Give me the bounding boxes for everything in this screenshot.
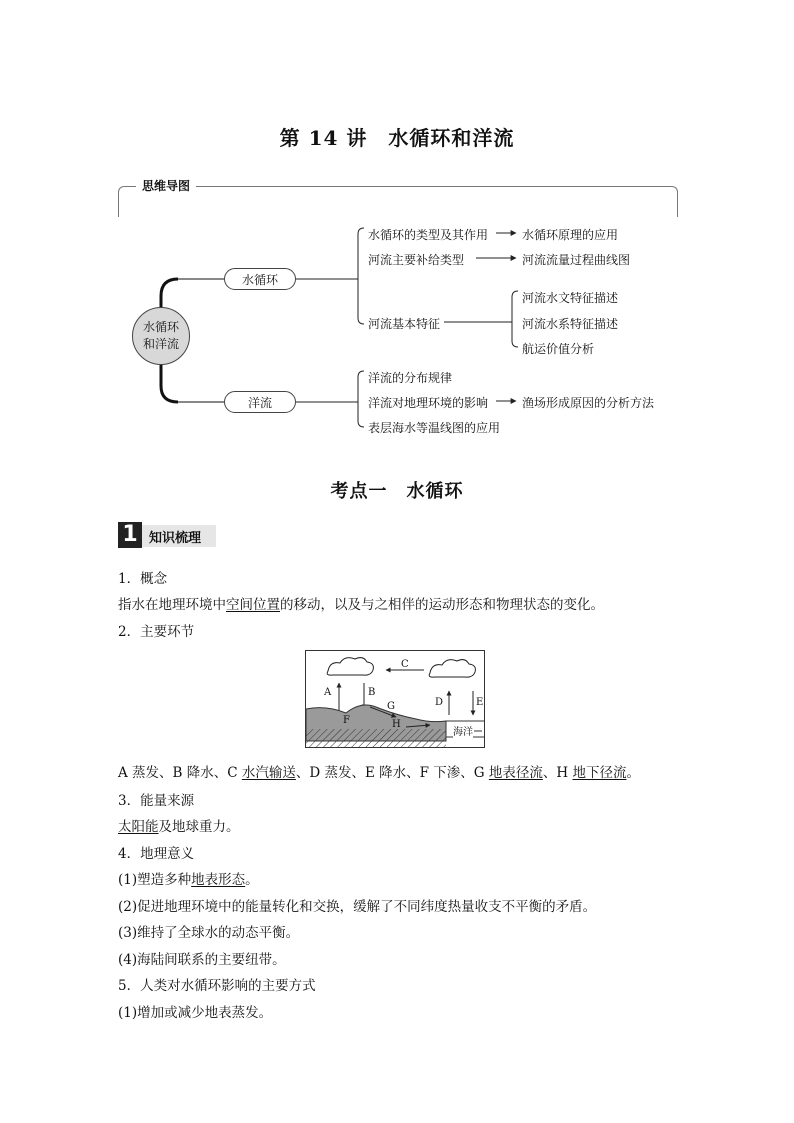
oc-item-influence: 洋流对地理环境的影响 <box>368 396 489 410</box>
river-feature-hydrology: 河流水文特征描述 <box>522 291 619 305</box>
heading-main-links: 2．主要环节 <box>118 624 195 640</box>
significance-1-b: 。 <box>245 872 259 888</box>
paragraph-concept <box>118 593 604 613</box>
diagram-label-h: H <box>392 719 401 730</box>
heading-human-impact: 5．人类对水循环影响的主要方式 <box>118 978 316 994</box>
oc-item-isotherm: 表层海水等温线图的应用 <box>368 421 501 435</box>
energy-underline: 太阳能 <box>118 819 159 835</box>
significance-1 <box>118 868 259 888</box>
links-text-a: A 蒸发、B 降水、C <box>118 765 242 781</box>
mindmap-label: 思维导图 <box>136 177 196 194</box>
diagram-label-b: B <box>368 687 376 698</box>
section-title: 考点一 水循环 <box>330 481 464 502</box>
heading-significance: 4．地理意义 <box>118 846 195 862</box>
significance-1-underline: 地表形态 <box>191 872 246 888</box>
wc-target-flow-curve: 河流流量过程曲线图 <box>522 253 631 267</box>
knowledge-badge-label: 知识梳理 <box>149 531 202 546</box>
diagram-label-a: A <box>324 687 332 698</box>
significance-3: (3)维持了全球水的动态平衡。 <box>118 925 300 941</box>
wc-item-features: 河流基本特征 <box>368 317 441 331</box>
heading-energy: 3．能量来源 <box>118 793 195 809</box>
water-cycle-diagram <box>305 650 485 748</box>
branch-water-cycle: 水循环 <box>224 268 296 290</box>
links-underline-3: 地下径流 <box>572 765 627 781</box>
concept-underline: 空间位置 <box>226 597 280 613</box>
concept-text-b: 的移动，以及与之相伴的运动形态和物理状态的变化。 <box>280 597 604 613</box>
paragraph-links <box>118 761 640 781</box>
heading-concept: 1．概念 <box>118 571 168 587</box>
links-text-d: 。 <box>626 765 640 781</box>
links-underline-1: 水汽输送 <box>241 765 296 781</box>
significance-1-a: (1)塑造多种 <box>118 872 192 888</box>
mindmap-center-line2: 和洋流 <box>142 337 179 351</box>
wc-item-recharge: 河流主要补给类型 <box>368 253 465 267</box>
energy-text: 及地球重力。 <box>158 819 240 835</box>
links-text-c: 、H <box>542 765 573 781</box>
mindmap-center-line1: 水循环 <box>142 320 179 334</box>
oc-item-distribution: 洋流的分布规律 <box>368 371 453 385</box>
diagram-label-f: F <box>343 715 350 726</box>
links-text-b: 、D 蒸发、E 降水、F 下渗、G <box>295 765 489 781</box>
diagram-label-g: G <box>387 701 395 712</box>
diagram-label-d: D <box>435 697 444 708</box>
knowledge-badge-number: 1 <box>118 522 142 548</box>
diagram-label-sea: 海洋 <box>453 723 473 738</box>
river-feature-navigation: 航运价值分析 <box>522 342 595 356</box>
paragraph-energy <box>118 815 240 835</box>
diagram-label-e: E <box>476 697 484 708</box>
oc-target-fishery: 渔场形成原因的分析方法 <box>522 396 655 410</box>
branch-ocean-current: 洋流 <box>224 391 296 413</box>
human-impact-1: (1)增加或减少地表蒸发。 <box>118 1005 273 1021</box>
wc-target-application: 水循环原理的应用 <box>522 228 619 242</box>
mindmap-center <box>132 307 190 365</box>
river-feature-system: 河流水系特征描述 <box>522 317 619 331</box>
links-underline-2: 地表径流 <box>488 765 543 781</box>
page-title: 第 14 讲 水循环和洋流 <box>279 126 515 150</box>
concept-text-a: 指水在地理环境中 <box>118 597 226 613</box>
wc-item-types: 水循环的类型及其作用 <box>368 228 489 242</box>
significance-4: (4)海陆间联系的主要纽带。 <box>118 952 286 968</box>
diagram-label-c: C <box>401 659 409 670</box>
significance-2: (2)促进地理环境中的能量转化和交换，缓解了不同纬度热量收支不平衡的矛盾。 <box>118 899 597 915</box>
